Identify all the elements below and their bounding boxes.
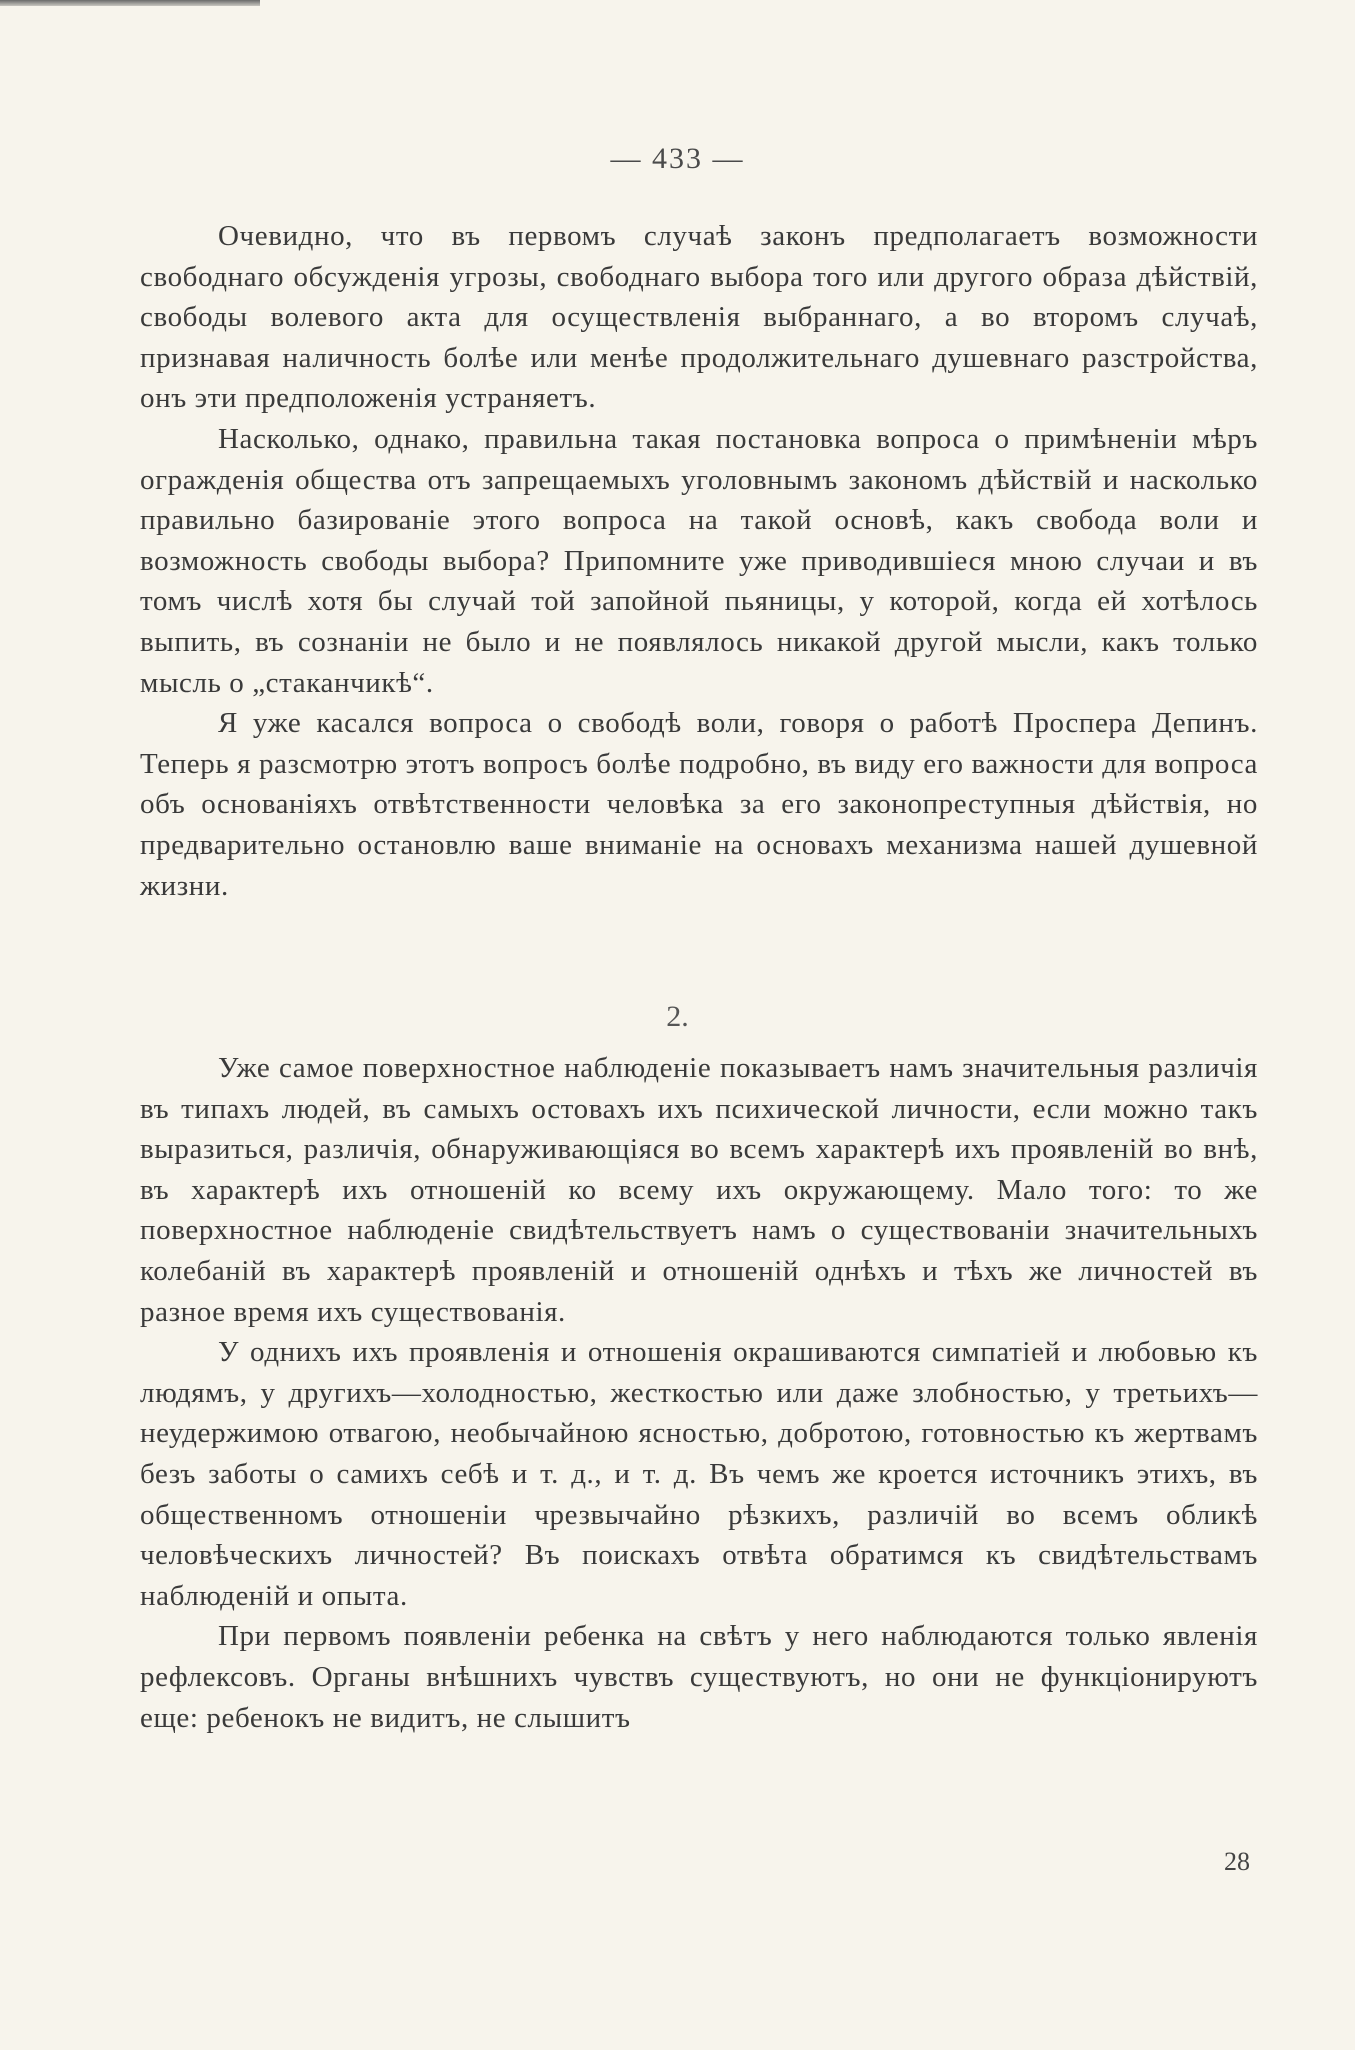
section-number: 2. <box>666 1000 689 1033</box>
paragraph: Насколько, однако, правильна такая постановка вопроса о примѣненіи мѣръ огражденія общества отъ запрещаемыхъ уголовнымъ закономъ дѣйствій и насколько правильно базированіе этого вопроса на такой основѣ, какъ свобода воли и возможность свободы выбора? Припомните уже приводившіеся мною случаи и въ томъ числѣ хотя бы случай той запойной пьяницы, у которой, когда ей хотѣлось выпить, въ сознаніи не было и не появлялось никакой другой мысли, какъ только мысль о „стаканчикѣ“. <box>140 422 1258 699</box>
paragraph: Очевидно, что въ первомъ случаѣ законъ предполагаетъ возможности свободнаго обсужденія угрозы, свободнаго выбора того или другого образа дѣйствій, свободы волевого акта для осуществленія выбраннаго, а во второмъ случаѣ, признавая наличность болѣе или менѣе продолжительнаго душевнаго разстройства, онъ эти предположенія устраняетъ. <box>140 220 1258 415</box>
printer-signature-mark: 28 <box>1224 1847 1250 1876</box>
paragraph: При первомъ появленіи ребенка на свѣтъ у него наблюдаются только явленія рефлексовъ. Органы внѣшнихъ чувствъ существуютъ, но они не функціонируютъ еще: ребенокъ не видитъ, не слышитъ <box>140 1620 1258 1734</box>
paragraph: У однихъ ихъ проявленія и отношенія окрашиваются симпатіей и любовью къ людямъ, у другихъ—холодностью, жесткостью или даже злобностью, у третьихъ—неудержимою отвагою, необычайною ясностью, добротою, готовностью къ жертвамъ безъ заботы о самихъ себѣ и т. д., и т. д. Въ чемъ же кроется источникъ этихъ, въ общественномъ отношеніи чрезвычайно рѣзкихъ, различій во всемъ обликѣ человѣческихъ личностей? Въ поискахъ отвѣта обратимся къ свидѣтельствамъ наблюденій и опыта. <box>140 1336 1258 1612</box>
text-block-part2 <box>140 1048 1258 1738</box>
paragraph: Я уже касался вопроса о свободѣ воли, говоря о работѣ Проспера Депинъ. Теперь я разсмотрю этотъ вопросъ болѣе подробно, въ виду его важности для вопроса объ основаніяхъ отвѣтственности человѣка за его законопреступныя дѣйствія, но предварительно остановлю ваше вниманіе на основахъ механизма нашей душевной жизни. <box>140 707 1258 902</box>
text-block-part1 <box>140 216 1258 906</box>
scan-edge-shadow <box>0 0 260 6</box>
paragraph: Уже самое поверхностное наблюденіе показываетъ намъ значительныя различія въ типахъ людей, въ самыхъ остовахъ ихъ психической личности, если можно такъ выразиться, различія, обнаруживающіяся во всемъ характерѣ ихъ проявленій во внѣ, въ характерѣ ихъ отношеній ко всему ихъ окружающему. Мало того: то же поверхностное наблюденіе свидѣтельствуетъ намъ о существованіи значительныхъ колебаній въ характерѣ проявленій и отношеній однѣхъ и тѣхъ же личностей въ разное время ихъ существованія. <box>140 1052 1258 1328</box>
page-number: — 433 — <box>610 142 745 175</box>
